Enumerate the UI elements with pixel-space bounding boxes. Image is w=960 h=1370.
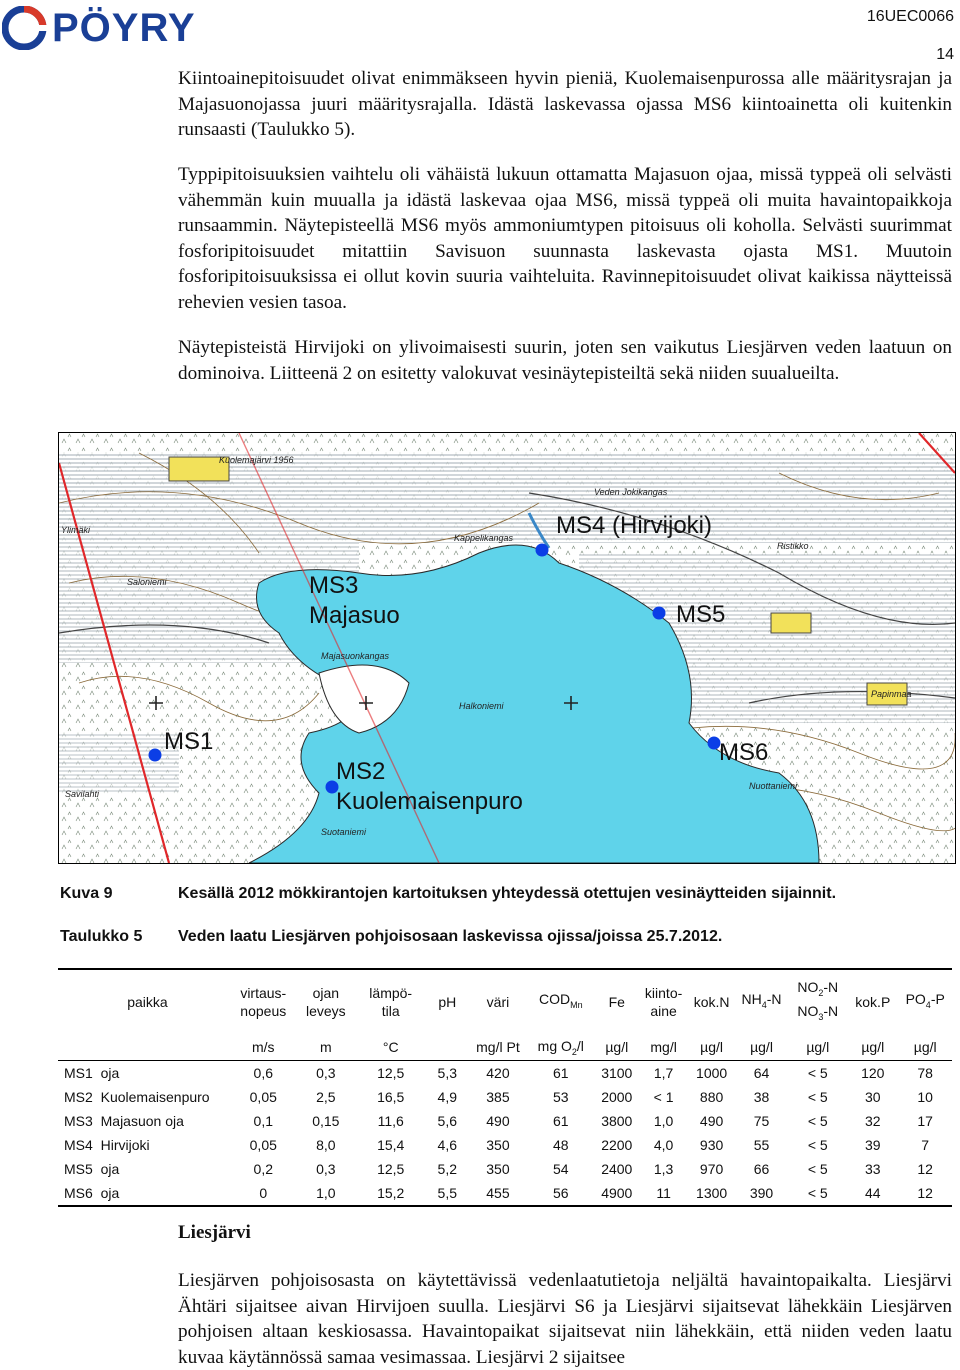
- cell: 10: [917, 1089, 933, 1105]
- col-header-ojan-leveys: ojan leveys: [296, 969, 356, 1034]
- cell: 1,0: [653, 1113, 674, 1129]
- table-row: [58, 1157, 952, 1181]
- col-header-virtaus: virtaus- nopeus: [231, 969, 296, 1034]
- cell: 61: [553, 1113, 569, 1129]
- sampling-map: [58, 432, 956, 864]
- cell: 17: [917, 1113, 933, 1129]
- paragraph-4: Liesjärven pohjoisosasta on käytettävissä vedenlaatutietoja neljältä havaintopaikalta. Liesjärvi Ähtäri sijaitsee aivan Hirvijoen suulla. Liesjärvi S6 ja Liesjärvi sijaitsevat lähekkäin Liesjärven pohjoisen altaan keskiosassa. Havaintopaikat sijaitsevat niin lähekkäin, että niiden veden laatu kuvaa käytännössä samaa vesimassaa. Liesjärvi 2 sijaitsee: [178, 1270, 952, 1368]
- table-caption-text: Veden laatu Liesjärven pohjoisosaan laskevissa ojissa/joissa 25.7.2012.: [178, 928, 723, 945]
- cell: 0,6: [253, 1065, 273, 1081]
- cell: 120: [861, 1065, 885, 1081]
- cell-id: MS4: [64, 1137, 93, 1153]
- cell: < 1: [653, 1089, 674, 1105]
- col-header-kiintoaine: kiinto- aine: [639, 969, 689, 1034]
- point-label-kuolemaisenpuro: Kuolemaisenpuro: [336, 788, 523, 815]
- table-row: [58, 1181, 952, 1206]
- unit-cell: µg/l: [847, 1034, 898, 1061]
- poyry-logo-icon: [2, 6, 48, 50]
- cell: 15,4: [377, 1137, 405, 1153]
- cell: 15,2: [356, 1181, 425, 1206]
- col-header-lampotila: lämpö- tila: [356, 969, 425, 1034]
- unit-cell: °C: [356, 1034, 425, 1061]
- cell: 385: [486, 1089, 510, 1105]
- cell: 5,6: [437, 1113, 457, 1129]
- unit-cell: mg/l: [639, 1034, 689, 1061]
- cell: 56: [527, 1181, 595, 1206]
- cell: 455: [469, 1181, 527, 1206]
- table-row: [58, 1109, 952, 1133]
- table-header-row: [58, 969, 952, 1034]
- cell: 16,5: [377, 1089, 405, 1105]
- place-name: Majasuonkangas: [321, 651, 390, 661]
- cell: 350: [486, 1137, 510, 1153]
- section-heading: Liesjärvi: [178, 1222, 251, 1243]
- paragraph-3: Näytepisteistä Hirvijoki on ylivoimaisesti suurin, joten sen vaikutus Liesjärven veden laatuun on dominoiva. Liitteenä 2 on esitetty valokuvat vesinäytepisteiltä sekä niiden suualueilta.: [178, 337, 952, 384]
- point-label-ms6: MS6: [719, 739, 769, 766]
- cell: < 5: [807, 1113, 828, 1129]
- table-row: [58, 1061, 952, 1086]
- place-name: Suotaniemi: [321, 827, 367, 837]
- cell: 420: [486, 1065, 510, 1081]
- cell: 53: [553, 1089, 569, 1105]
- cell: 11,6: [377, 1113, 404, 1129]
- cell: 2000: [601, 1089, 633, 1105]
- figure-caption-text: Kesällä 2012 mökkirantojen kartoituksen yhteydessä otettujen vesinäytteiden sijainnit.: [178, 885, 837, 902]
- cell: 78: [917, 1065, 933, 1081]
- place-name: Kappelikangas: [454, 533, 514, 543]
- cell: 38: [753, 1089, 770, 1105]
- col-header-ph: pH: [425, 969, 469, 1034]
- table-units-row: [58, 1034, 952, 1061]
- cell: 3800: [601, 1113, 633, 1129]
- cell: 0,3: [316, 1161, 336, 1177]
- document-id: 16UEC0066: [866, 8, 954, 25]
- place-name: Savilahti: [65, 789, 100, 799]
- cell: 39: [864, 1137, 881, 1153]
- col-header-no2-no3: $NO_2-N$ $NO_3-N$: [788, 969, 847, 1034]
- table-caption: [60, 928, 723, 946]
- cell: 32: [864, 1113, 881, 1129]
- cell-id: MS1: [64, 1065, 93, 1081]
- cell: 4,6: [437, 1137, 457, 1153]
- place-name: Halkoniemi: [459, 701, 504, 711]
- sample-point-ms1: [149, 749, 162, 762]
- cell-id: MS5: [64, 1161, 93, 1177]
- cell: 5,3: [437, 1065, 457, 1081]
- unit-cell: mg $O_2/l$: [527, 1034, 595, 1061]
- col-header-paikka: paikka: [58, 969, 231, 1034]
- cell: 4,9: [437, 1089, 457, 1105]
- unit-cell: µg/l: [898, 1034, 952, 1061]
- cell: < 5: [807, 1065, 828, 1081]
- cell: 0,05: [249, 1089, 277, 1105]
- cell: 4,0: [653, 1137, 674, 1153]
- cell: < 5: [807, 1089, 828, 1105]
- point-label-ms1: MS1: [164, 728, 214, 755]
- table-label: Taulukko 5: [60, 928, 143, 945]
- cell: 48: [553, 1137, 569, 1153]
- cell: 4900: [595, 1181, 639, 1206]
- place-name: Ylimäki: [61, 525, 91, 535]
- cell-name: oja: [100, 1065, 120, 1081]
- figure-label: Kuva 9: [60, 885, 113, 902]
- unit-cell: µg/l: [689, 1034, 735, 1061]
- place-name: Veden Jokikangas: [594, 487, 668, 497]
- cell: 0: [231, 1181, 296, 1206]
- cell: 1,0: [296, 1181, 356, 1206]
- cell: 350: [486, 1161, 510, 1177]
- place-name: Papinmaa: [871, 689, 912, 699]
- cell: 2200: [601, 1137, 633, 1153]
- cell: 12,5: [377, 1065, 405, 1081]
- cell: 7: [921, 1137, 930, 1153]
- cell: 3100: [601, 1065, 633, 1081]
- unit-cell: µg/l: [788, 1034, 847, 1061]
- place-name: Ristikko: [777, 541, 809, 551]
- cell-name: Hirvijoki: [100, 1137, 150, 1153]
- cell-name: oja: [101, 1181, 231, 1206]
- cell: 5,2: [437, 1161, 457, 1177]
- cell: 75: [753, 1113, 770, 1129]
- cell: 66: [753, 1161, 770, 1177]
- cell: 490: [486, 1113, 510, 1129]
- cell: 1300: [689, 1181, 735, 1206]
- cell: 1000: [696, 1065, 728, 1081]
- cell: 390: [735, 1181, 789, 1206]
- cell-id: MS2: [64, 1089, 93, 1105]
- cell: 2,5: [316, 1089, 336, 1105]
- cell: 12: [917, 1161, 933, 1177]
- sample-point-ms5: [653, 607, 666, 620]
- page-number: 14: [936, 46, 954, 63]
- point-label-ms5: MS5: [676, 601, 726, 628]
- cell: 490: [699, 1113, 724, 1129]
- place-name: Kuolemajärvi 1956: [219, 455, 294, 465]
- cell: 54: [553, 1161, 569, 1177]
- cell: 5,5: [425, 1181, 469, 1206]
- cell: 12: [898, 1181, 952, 1206]
- col-header-cod: $COD_{Mn}$: [527, 969, 595, 1034]
- col-header-kok-n: kok.N: [689, 969, 735, 1034]
- col-header-nh4: $NH_4-N$: [735, 969, 789, 1034]
- table-row: [58, 1133, 952, 1157]
- cell: 12,5: [377, 1161, 405, 1177]
- cell-name: oja: [100, 1161, 120, 1177]
- cell: 1,3: [653, 1161, 674, 1177]
- point-label-ms2: MS2: [336, 758, 386, 785]
- unit-cell: m/s: [231, 1034, 296, 1061]
- paragraph-1: Kiintoainepitoisuudet olivat enimmäkseen hyvin pieniä, Kuolemaisenpurossa alle määritysrajan ja Majasuonojassa juuri määritysrajalla. Idästä laskevassa ojassa MS6 kiintoainetta oli kuitenkin runsaasti (Taulukko 5).: [178, 68, 952, 140]
- map-graphic: [59, 433, 955, 863]
- cell: 0,15: [312, 1113, 340, 1129]
- cell: 0,05: [249, 1137, 277, 1153]
- cell: < 5: [788, 1181, 847, 1206]
- cell: < 5: [807, 1137, 828, 1153]
- cell-name: Majasuon oja: [100, 1113, 184, 1129]
- cell: 61: [553, 1065, 569, 1081]
- cell-id: MS6: [58, 1181, 101, 1206]
- poyry-logo: [2, 6, 196, 50]
- cell: 0,2: [253, 1161, 273, 1177]
- figure-caption: [60, 885, 837, 903]
- point-label-ms4: MS4 (Hirvijoki): [556, 512, 712, 539]
- cell: 2400: [601, 1161, 633, 1177]
- cell: 880: [699, 1089, 724, 1105]
- unit-cell: µg/l: [595, 1034, 639, 1061]
- cell: 8,0: [316, 1137, 336, 1153]
- point-label-majasuo: Majasuo: [309, 602, 400, 629]
- cell: 30: [864, 1089, 881, 1105]
- cell: 0,1: [253, 1113, 273, 1129]
- unit-cell: µg/l: [735, 1034, 789, 1061]
- sample-point-ms4: [536, 544, 549, 557]
- cell-name: Kuolemaisenpuro: [100, 1089, 210, 1105]
- point-label-ms3: MS3: [309, 572, 359, 599]
- cell: 930: [699, 1137, 724, 1153]
- place-name: Nuottaniemi: [749, 781, 798, 791]
- cell: < 5: [807, 1161, 828, 1177]
- cell: 55: [753, 1137, 770, 1153]
- cell: 1,7: [653, 1065, 674, 1081]
- cell: 11: [639, 1181, 689, 1206]
- unit-cell: m: [296, 1034, 356, 1061]
- cell: 44: [847, 1181, 898, 1206]
- col-header-kok-p: kok.P: [847, 969, 898, 1034]
- water-quality-table: [58, 968, 952, 1207]
- col-header-fe: Fe: [595, 969, 639, 1034]
- cell: 970: [699, 1161, 724, 1177]
- col-header-vari: väri: [469, 969, 527, 1034]
- cell: 33: [864, 1161, 881, 1177]
- table-row: [58, 1085, 952, 1109]
- cell-id: MS3: [64, 1113, 93, 1129]
- cell: 64: [753, 1065, 770, 1081]
- logo-text: PÖYRY: [52, 5, 196, 50]
- place-name: Saloniemi: [127, 577, 167, 587]
- paragraph-2: Typpipitoisuuksien vaihtelu oli vähäistä lukuun ottamatta Majasuon ojaa, missä typpeä oli selvästi vähemmän kuin muualla ja idästä laskevaa ojaa MS6, missä typpeä oli muita havaintopaikkoja runsaammin. Näytepisteellä MS6 myös ammoniumtypen pitoisuus oli koholla. Selvästi suurimmat fosforipitoisuudet mitattiin Savisuon suunnasta laskevasta ojasta MS1. Muutoin fosforipitoisuuksissa ei ollut kovin suuria vaihteluita. Ravinnepitoisuudet olivat kaikissa näytteissä rehevien vesien tasoa.: [178, 164, 952, 313]
- cell: 0,3: [316, 1065, 336, 1081]
- col-header-po4: $PO_4-P$: [898, 969, 952, 1034]
- unit-cell: mg/l Pt: [469, 1034, 527, 1061]
